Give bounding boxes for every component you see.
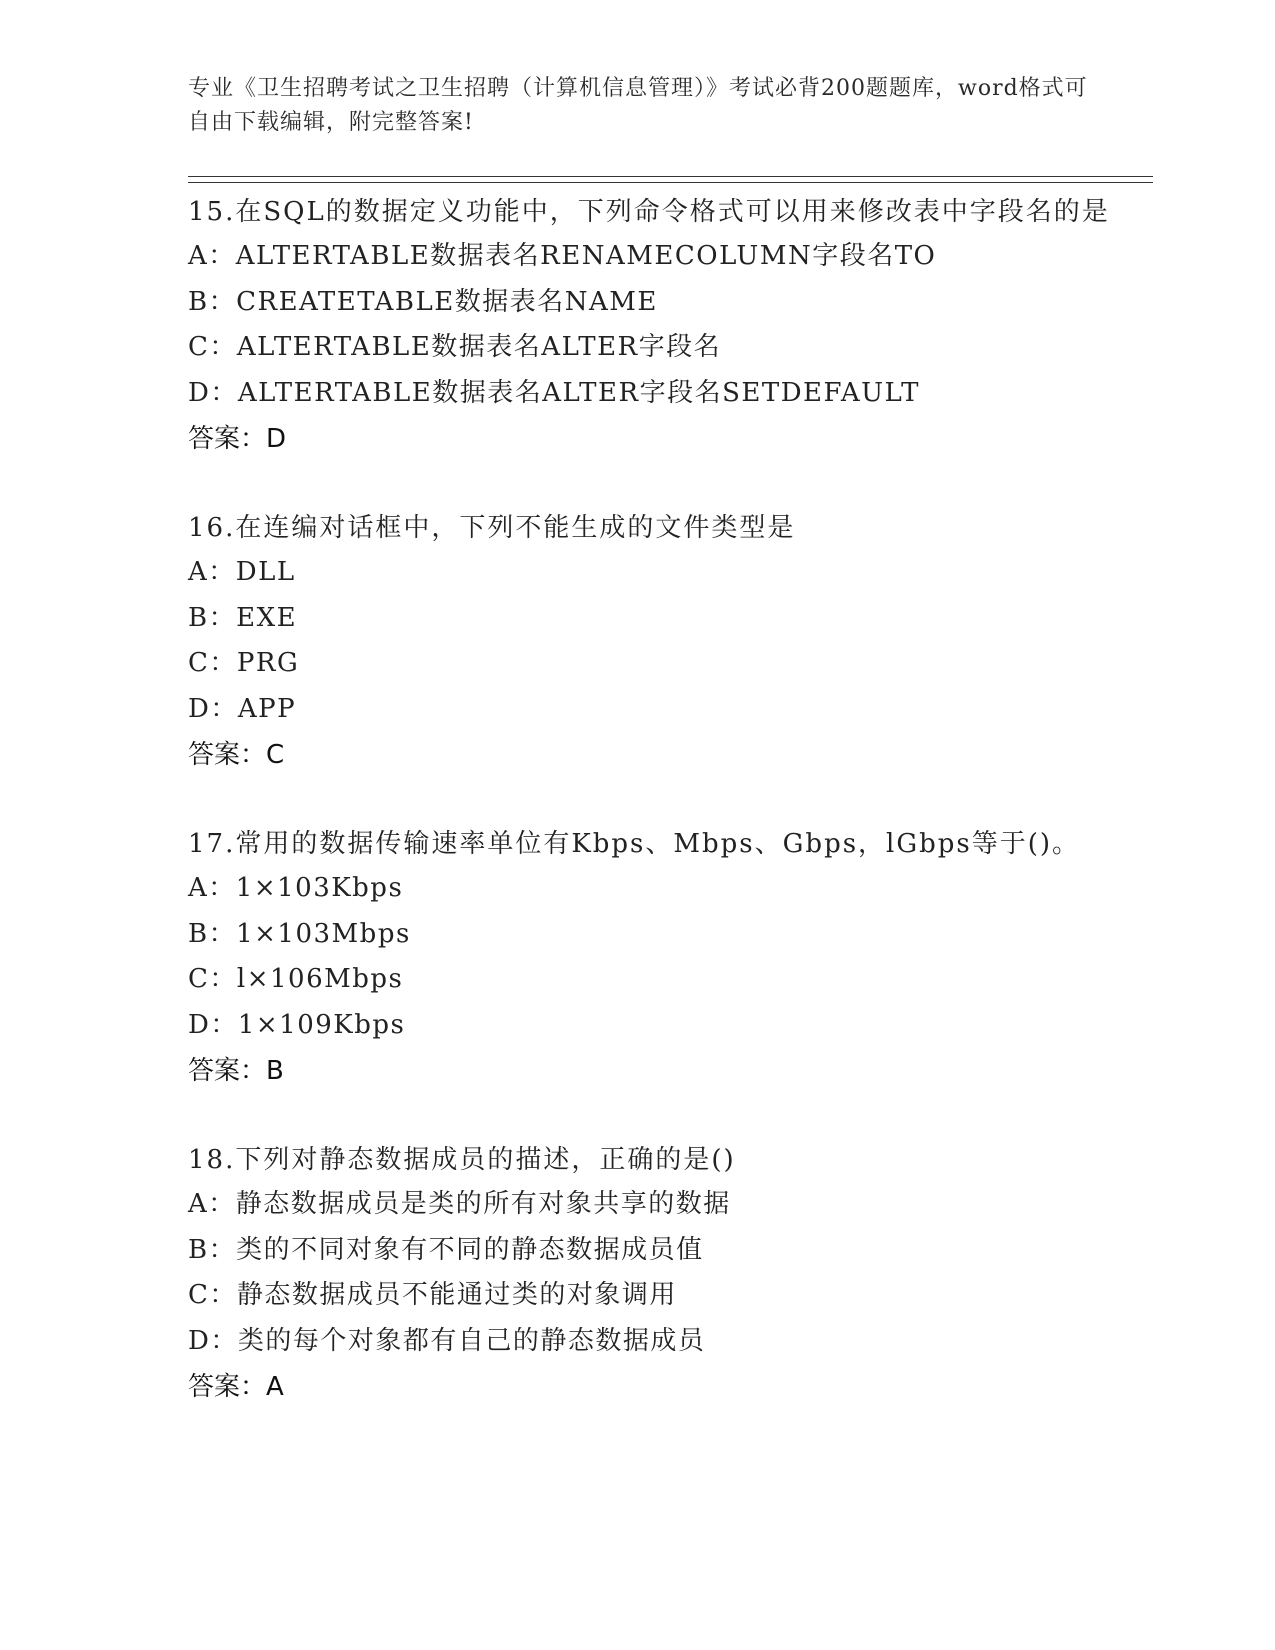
option-b: B：CREATETABLE数据表名NAME — [188, 286, 658, 317]
answer-label: 答案：C — [188, 740, 285, 770]
option-d: D：APP — [188, 693, 297, 724]
option-b: B：类的不同对象有不同的静态数据成员值 — [188, 1234, 704, 1265]
header-rule-bottom — [188, 182, 1153, 183]
question-17 — [188, 822, 1148, 1094]
option-c: C：静态数据成员不能通过类的对象调用 — [188, 1280, 677, 1310]
option-a: A：静态数据成员是类的所有对象共享的数据 — [188, 1189, 731, 1219]
question-stem: 16.在连编对话框中，下列不能生成的文件类型是 — [188, 513, 796, 543]
option-d: D：ALTERTABLE数据表名ALTER字段名SETDEFAULT — [188, 377, 920, 408]
question-list — [188, 190, 1148, 1454]
question-stem: 18.下列对静态数据成员的描述，正确的是() — [188, 1145, 736, 1175]
option-b: B：1×103Mbps — [188, 918, 411, 949]
option-d: D：类的每个对象都有自己的静态数据成员 — [188, 1325, 706, 1356]
option-c: C：ALTERTABLE数据表名ALTER字段名 — [188, 332, 722, 362]
answer-label: 答案：D — [188, 424, 287, 454]
option-d: D：1×109Kbps — [188, 1009, 406, 1040]
option-c: C：l×106Mbps — [188, 964, 404, 994]
option-a: A：ALTERTABLE数据表名RENAMECOLUMN字段名TO — [188, 241, 937, 271]
question-stem: 15.在SQL的数据定义功能中，下列命令格式可以用来修改表中字段名的是 — [188, 197, 1110, 227]
answer-label: 答案：B — [188, 1056, 284, 1086]
option-a: A：DLL — [188, 557, 296, 587]
page-header: 专业《卫生招聘考试之卫生招聘（计算机信息管理）》考试必背200题题库，word格式可自由下载编辑，附完整答案! — [188, 76, 1088, 135]
option-b: B：EXE — [188, 602, 298, 633]
answer-label: 答案：A — [188, 1372, 284, 1402]
question-15 — [188, 190, 1148, 462]
option-c: C：PRG — [188, 648, 300, 678]
option-a: A：1×103Kbps — [188, 873, 404, 903]
question-stem: 17.常用的数据传输速率单位有Kbps、Mbps、Gbps，lGbps等于()。 — [188, 829, 1081, 859]
header-rule-top — [188, 176, 1153, 177]
question-16 — [188, 506, 1148, 778]
question-18 — [188, 1138, 1148, 1410]
